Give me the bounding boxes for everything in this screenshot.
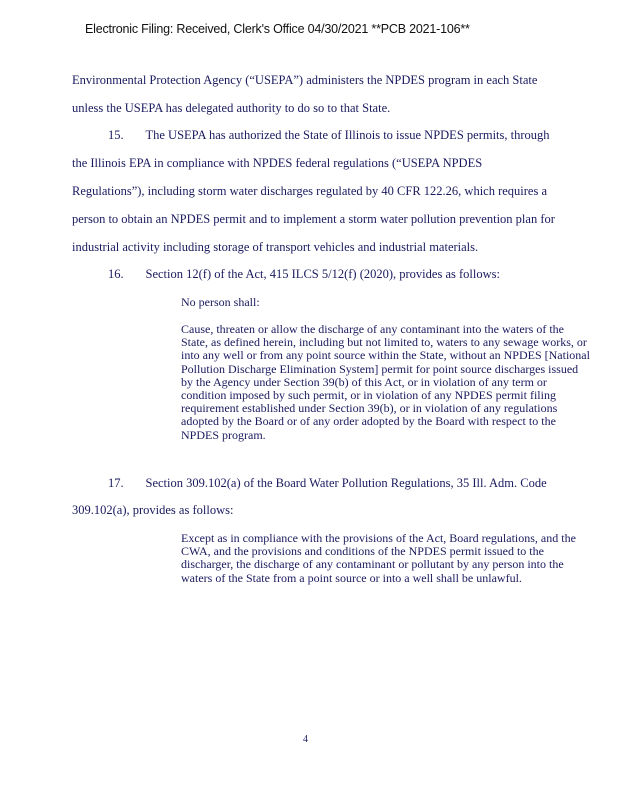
- body-line: 309.102(a), provides as follows:: [72, 503, 234, 517]
- paragraph-15-line: 15. The USEPA has authorized the State of Illinois to issue NPDES permits, through: [108, 128, 550, 142]
- block-quote-section-309-102a: Except as in compliance with the provisions of the Act, Board regulations, and the CWA, and the provisions and conditions of the NPDES permit issued to the discharger, the discharge of any contaminant or pollutant by any person into the waters of the State from a point source or into a well shall be unlawful.: [181, 531, 576, 585]
- body-line: unless the USEPA has delegated authority to do so to that State.: [72, 101, 391, 115]
- block-quote-intro: No person shall:: [181, 295, 260, 309]
- body-line: Regulations”), including storm water discharges regulated by 40 CFR 122.26, which requires a: [72, 184, 548, 198]
- body-line: Environmental Protection Agency (“USEPA”) administers the NPDES program in each State: [72, 73, 538, 87]
- body-line: industrial activity including storage of transport vehicles and industrial materials.: [72, 240, 479, 254]
- body-line: person to obtain an NPDES permit and to implement a storm water pollution prevention plan for: [72, 212, 555, 226]
- paragraph-17-line: 17. Section 309.102(a) of the Board Water Pollution Regulations, 35 Ill. Adm. Code: [108, 476, 547, 490]
- paragraph-16-line: 16. Section 12(f) of the Act, 415 ILCS 5/12(f) (2020), provides as follows:: [108, 267, 500, 281]
- page-number: 4: [303, 734, 308, 745]
- filing-header: Electronic Filing: Received, Clerk's Office 04/30/2021 **PCB 2021-106**: [85, 22, 470, 36]
- block-quote-section-12f: Cause, threaten or allow the discharge of any contaminant into the waters of the State, as defined herein, including but not limited to, waters to any sewage works, or into any well or from any point source within the State, without an NPDES [National Pollution Discharge Elimination System] permit for point source discharges issued by the Agency under Section 39(b) of this Act, or in violation of any term or condition imposed by such permit, or in violation of any NPDES permit filing requirement established under Section 39(b), or in violation of any regulations adopted by the Board or of any order adopted by the Board with respect to the NPDES program.: [181, 322, 590, 442]
- body-line: the Illinois EPA in compliance with NPDES federal regulations (“USEPA NPDES: [72, 156, 483, 170]
